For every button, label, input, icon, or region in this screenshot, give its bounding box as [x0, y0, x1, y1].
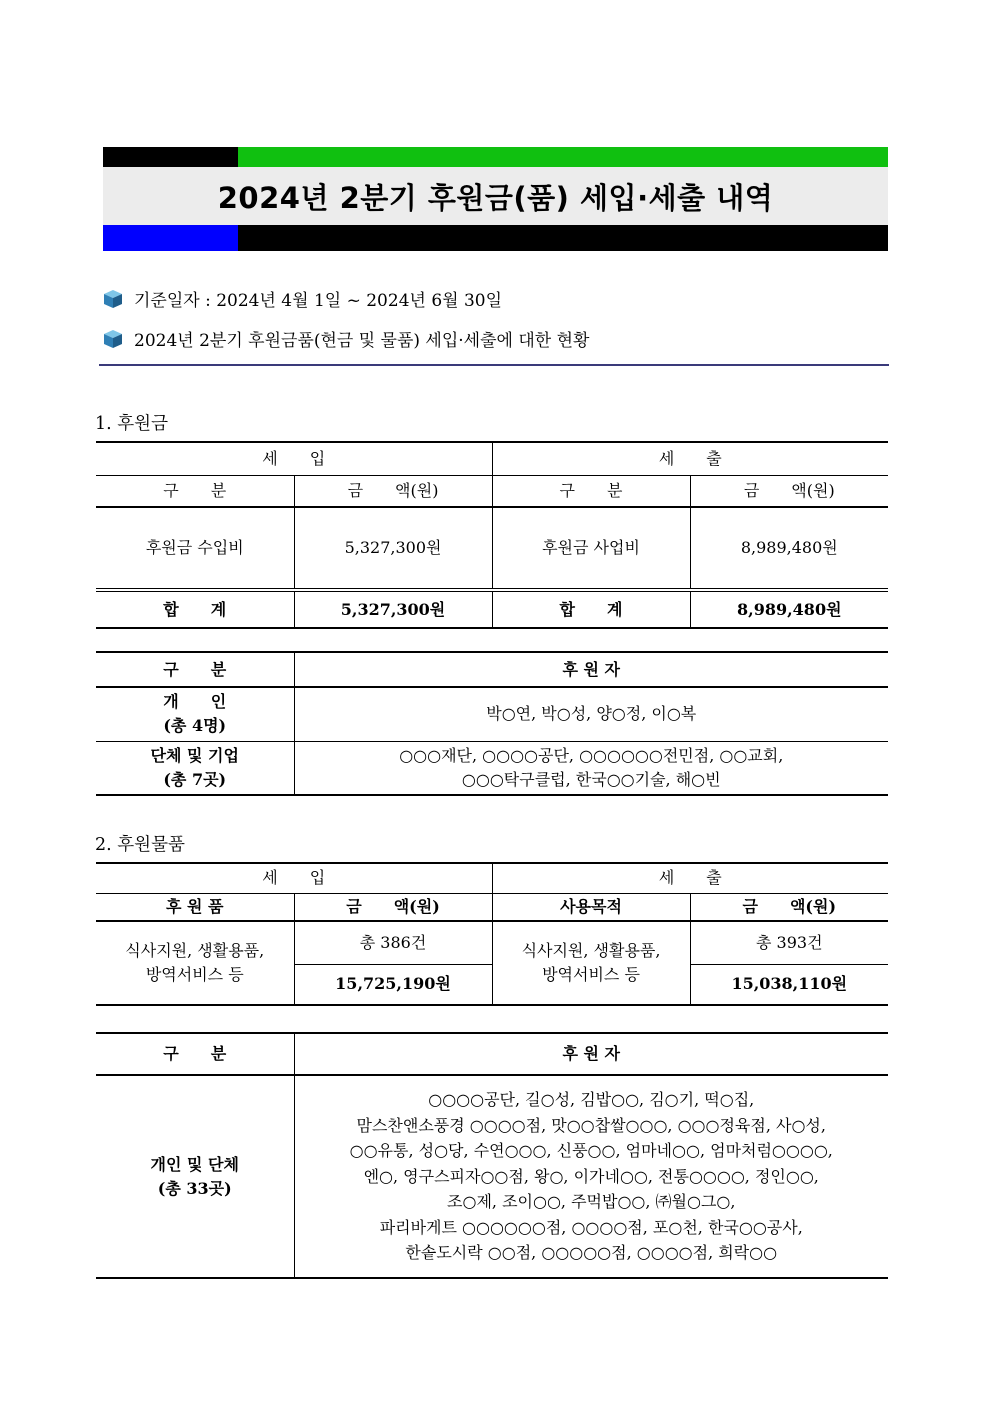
- goods-donor-line: 파리바게트 ○○○○○○점, ○○○○점, 포○천, 한국○○공사,: [379, 1217, 803, 1237]
- goods-expense-header: 세 출: [492, 863, 888, 893]
- goods-income-header: 세 입: [96, 863, 492, 893]
- section-divider: [99, 364, 889, 366]
- section2-heading: 2. 후원물품: [95, 835, 185, 855]
- income-header: 세 입: [96, 442, 492, 475]
- goods-item-header: 후 원 품: [96, 893, 294, 921]
- org-names-line2: ○○○탁구클럽, 한국○○기술, 해○빈: [461, 769, 721, 789]
- goods-donor-line: ○○○○공단, 길○성, 김밥○○, 김○기, 떡○집,: [428, 1089, 755, 1109]
- donor-header: 후 원 자: [294, 652, 888, 687]
- section1-heading: 1. 후원금: [95, 414, 168, 434]
- goods-donor-line: 한솥도시락 ○○점, ○○○○○점, ○○○○점, 희락○○: [405, 1243, 778, 1263]
- org-names-line1: ○○○재단, ○○○○공단, ○○○○○○전민점, ○○교회,: [399, 745, 784, 765]
- individual-label-line1: 개 인: [163, 692, 227, 712]
- expense-header: 세 출: [492, 442, 888, 475]
- goods-donor-line: 엔○, 영구스피자○○점, 왕○, 이가네○○, 전통○○○○, 정인○○,: [363, 1166, 819, 1186]
- expense-total-label: 합 계: [492, 590, 690, 628]
- goods-expense-count: 총 393건: [690, 921, 888, 964]
- goods-donor-line: 맘스찬앤소풍경 ○○○○점, 맛○○찹쌀○○○, ○○○정육점, 사○성,: [356, 1115, 826, 1135]
- goods-donor-line: ○○유통, 성○당, 수연○○○, 신풍○○, 엄마네○○, 엄마처럼○○○○,: [349, 1141, 833, 1161]
- income-total: 5,327,300원: [294, 590, 492, 628]
- info-line-summary: [102, 326, 589, 351]
- individual-label-line2: (총 4명): [163, 716, 227, 736]
- income-category-header: 구 분: [96, 475, 294, 507]
- banner-bottom-black-bar: [238, 225, 888, 251]
- income-amount: 5,327,300원: [294, 507, 492, 590]
- org-names: [294, 741, 888, 795]
- individual-label: [96, 687, 294, 741]
- goods-income-items-line1: 식사지원, 생활용품,: [125, 941, 265, 960]
- income-total-label: 합 계: [96, 590, 294, 628]
- goods-income-count: 총 386건: [294, 921, 492, 964]
- expense-category-header: 구 분: [492, 475, 690, 507]
- goods-expense-items: [492, 921, 690, 1005]
- goods-income-expense-table: [96, 862, 888, 1006]
- expense-amount: 8,989,480원: [690, 507, 888, 590]
- page-title: 2024년 2분기 후원금(품) 세입·세출 내역: [103, 167, 888, 225]
- goods-purpose-header: 사용목적: [492, 893, 690, 921]
- expense-total: 8,989,480원: [690, 590, 888, 628]
- goods-donor-table: [96, 1032, 888, 1279]
- goods-income-amount: 15,725,190원: [294, 964, 492, 1005]
- goods-expense-amount: 15,038,110원: [690, 964, 888, 1005]
- income-amount-header: 금 액(원): [294, 475, 492, 507]
- group-label: [96, 1075, 294, 1278]
- org-label: [96, 741, 294, 795]
- banner-top-green-bar: [238, 147, 888, 167]
- goods-income-items: [96, 921, 294, 1005]
- title-banner: [103, 147, 888, 251]
- goods-donor-line: 조○제, 조이○○, 주먹밥○○, ㈜월○그○,: [447, 1192, 736, 1212]
- individual-names: 박○연, 박○성, 양○정, 이○복: [294, 687, 888, 741]
- goods-expense-amount-header: 금 액(원): [690, 893, 888, 921]
- goods-expense-items-line2: 방역서비스 등: [542, 965, 640, 984]
- goods-donor-category-header: 구 분: [96, 1033, 294, 1075]
- info-line-date: [102, 286, 502, 311]
- goods-expense-items-line1: 식사지원, 생활용품,: [521, 941, 661, 960]
- goods-donor-header: 후 원 자: [294, 1033, 888, 1075]
- org-label-line1: 단체 및 기업: [150, 745, 239, 765]
- cash-income-expense-table: [96, 441, 888, 629]
- info-summary-text: 2024년 2분기 후원금품(현금 및 물품) 세입·세출에 대한 현황: [134, 331, 590, 351]
- org-label-line2: (총 7곳): [163, 769, 227, 789]
- cube-bullet-icon: [102, 328, 124, 350]
- banner-top-black-bar: [103, 147, 238, 167]
- cash-donor-table: [96, 651, 888, 796]
- donor-category-header: 구 분: [96, 652, 294, 687]
- banner-bottom-blue-bar: [103, 225, 238, 251]
- goods-income-amount-header: 금 액(원): [294, 893, 492, 921]
- cube-bullet-icon: [102, 288, 124, 310]
- income-item: 후원금 수입비: [96, 507, 294, 590]
- group-label-line2: (총 33곳): [157, 1178, 232, 1198]
- expense-amount-header: 금 액(원): [690, 475, 888, 507]
- expense-item: 후원금 사업비: [492, 507, 690, 590]
- group-label-line1: 개인 및 단체: [150, 1154, 239, 1174]
- goods-income-items-line2: 방역서비스 등: [145, 965, 244, 984]
- info-date-text: 기준일자 : 2024년 4월 1일 ~ 2024년 6월 30일: [134, 291, 503, 311]
- goods-donor-list: [294, 1075, 888, 1278]
